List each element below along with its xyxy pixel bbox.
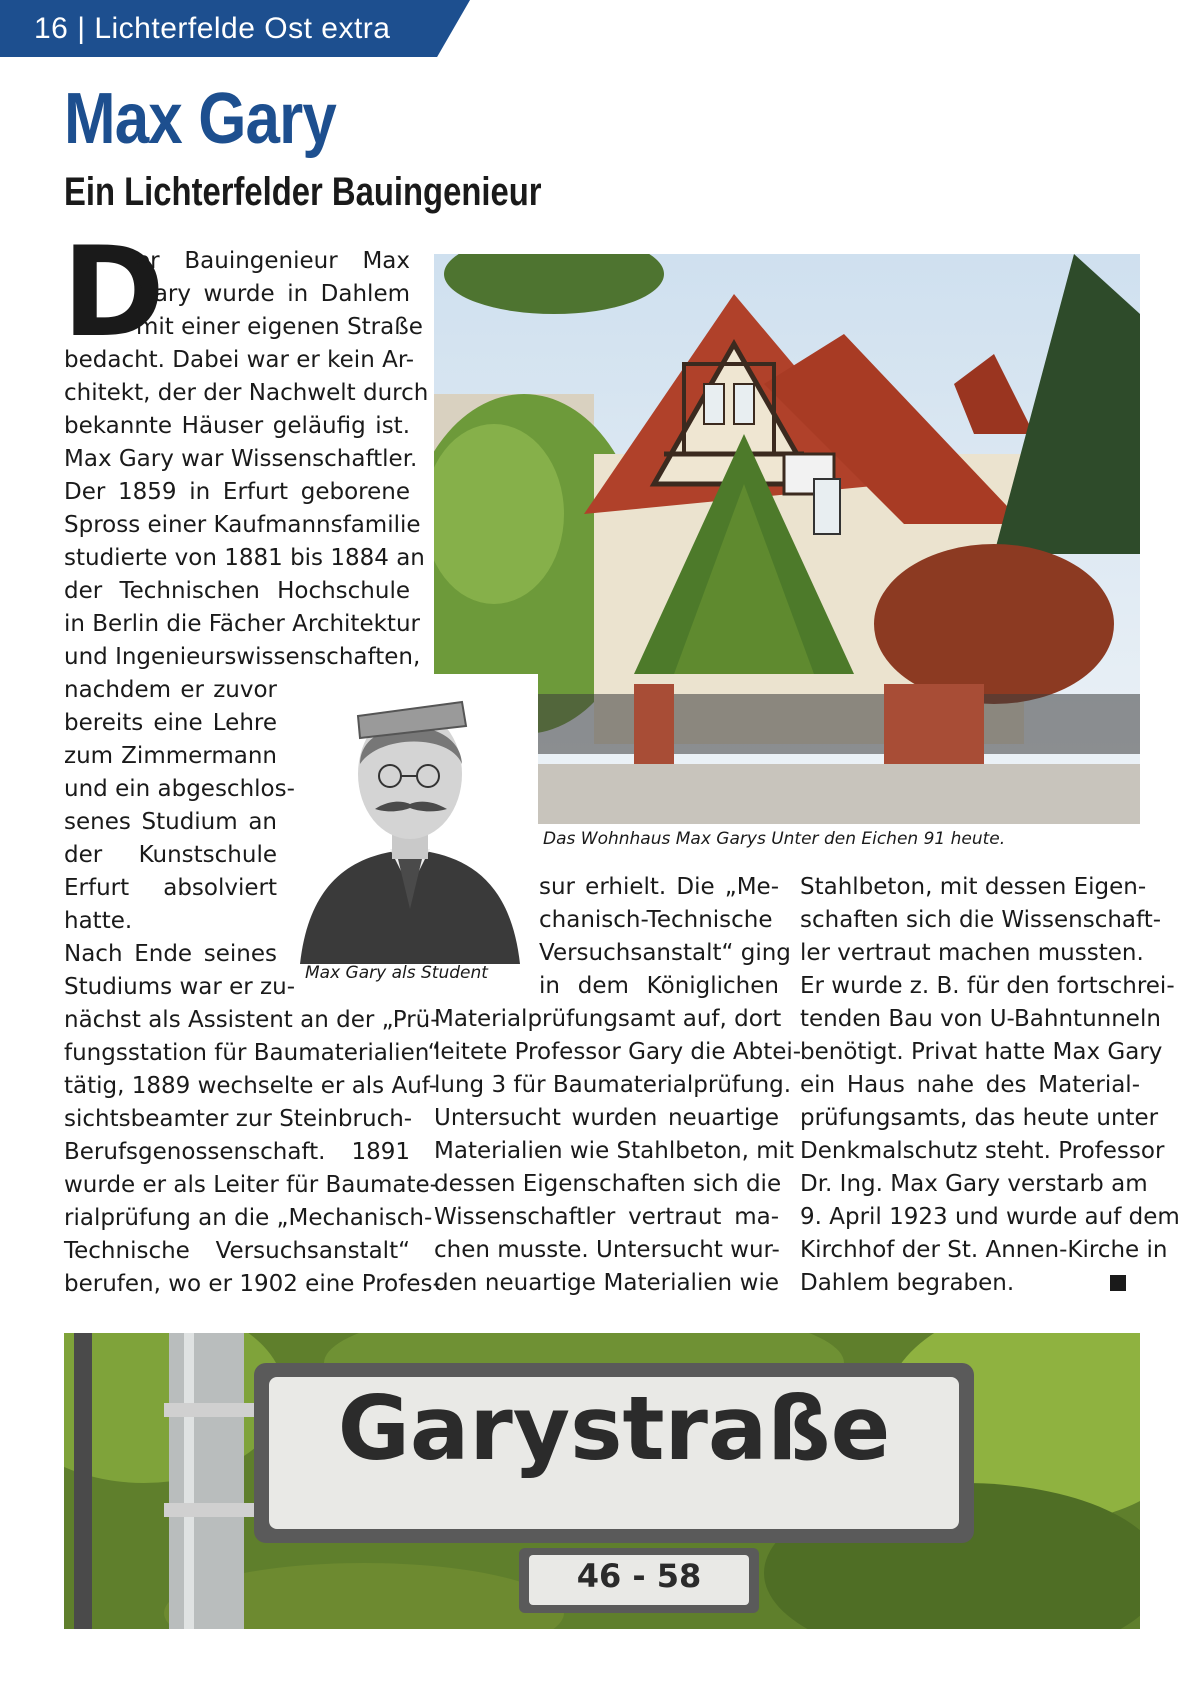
col1-line: zum Zimmermann xyxy=(64,743,277,769)
col2-line: chanisch-Technische xyxy=(539,907,773,933)
col3-line: Dr. Ing. Max Gary verstarb am xyxy=(800,1171,1148,1197)
col1-line: Berufsgenossenschaft. 1891 xyxy=(64,1139,410,1165)
col2-line: lung 3 für Baumaterialprüfung. xyxy=(434,1072,792,1098)
col2-line: sur erhielt. Die „Me- xyxy=(539,874,779,900)
col3-line: Denkmalschutz steht. Professor xyxy=(800,1138,1165,1164)
col3-line: prüfungsamts, das heute unter xyxy=(800,1105,1159,1131)
col3-line: Er wurde z. B. für den fortschrei- xyxy=(800,973,1175,999)
portrait-photo-caption: Max Gary als Student xyxy=(305,963,488,983)
col1-line: der Kunstschule xyxy=(64,842,277,868)
street-sign-name: Garystraße xyxy=(337,1377,891,1480)
col1-line: Nach Ende seines xyxy=(64,941,277,967)
col2-line: in dem Königlichen xyxy=(539,973,779,999)
col1-line: mit einer eigenen Straße xyxy=(136,314,423,340)
article-column-2 xyxy=(434,871,802,1300)
col3-line: Dahlem begraben. xyxy=(800,1270,1015,1296)
street-sign-numbers: 46 - 58 xyxy=(576,1557,702,1595)
drop-cap: D xyxy=(62,221,165,365)
col3-line: Stahlbeton, mit dessen Eigen- xyxy=(800,874,1147,900)
col1-line: bereits eine Lehre xyxy=(64,710,277,736)
article-end-mark xyxy=(1110,1275,1126,1291)
col1-line: nächst als Assistent an der „Prü- xyxy=(64,1007,439,1033)
col1-line: fungsstation für Baumaterialien“ xyxy=(64,1040,440,1066)
col1-line: chitekt, der der Nachwelt durch xyxy=(64,380,429,406)
col1-line: rialprüfung an die „Mechanisch- xyxy=(64,1205,433,1231)
col1-line: bedacht. Dabei war er kein Ar- xyxy=(64,347,415,373)
col1-line: der Technischen Hochschule xyxy=(64,578,410,604)
col1-line: tätig, 1889 wechselte er als Auf- xyxy=(64,1073,437,1099)
col3-line: schaften sich die Wissenschaft- xyxy=(800,907,1162,933)
col1-line: Gary wurde in Dahlem xyxy=(136,281,410,307)
col2-line: Materialprüfungsamt auf, dort xyxy=(434,1006,782,1032)
col1-line: hatte. xyxy=(64,908,133,934)
col1-line: Erfurt absolviert xyxy=(64,875,277,901)
col1-line: sichtsbeamter zur Steinbruch- xyxy=(64,1106,413,1132)
col3-line: ein Haus nahe des Material- xyxy=(800,1072,1140,1098)
col1-line: und Ingenieurswissenschaften, xyxy=(64,644,421,670)
col1-line: bekannte Häuser geläufig ist. xyxy=(64,413,410,439)
col1-line: Studiums war er zu- xyxy=(64,974,295,1000)
page-section-label: 16 | Lichterfelde Ost extra xyxy=(34,12,391,45)
col1-line: Max Gary war Wissenschaftler. xyxy=(64,446,418,472)
col2-line: Versuchsanstalt“ ging xyxy=(539,940,791,966)
col1-line: Der 1859 in Erfurt geborene xyxy=(64,479,410,505)
house-photo-caption: Das Wohnhaus Max Garys Unter den Eichen 91 heute. xyxy=(543,829,1006,849)
col3-line: tenden Bau von U-Bahntunneln xyxy=(800,1006,1161,1032)
col2-line: Wissenschaftler vertraut ma- xyxy=(434,1204,779,1230)
col1-line: wurde er als Leiter für Baumate- xyxy=(64,1172,438,1198)
col1-line: berufen, wo er 1902 eine Profes- xyxy=(64,1271,441,1297)
col3-line: Kirchhof der St. Annen-Kirche in xyxy=(800,1237,1168,1263)
col2-line: leitete Professor Gary die Abtei- xyxy=(434,1039,802,1065)
col1-line: studierte von 1881 bis 1884 an xyxy=(64,545,425,571)
col1-line: Spross einer Kaufmannsfamilie xyxy=(64,512,421,538)
col3-line: ler vertraut machen mussten. xyxy=(800,940,1144,966)
col2-line: Materialien wie Stahlbeton, mit xyxy=(434,1138,795,1164)
article-title: Max Gary xyxy=(64,79,336,159)
col2-line: Untersucht wurden neuartige xyxy=(434,1105,779,1131)
col2-line: chen musste. Untersucht wur- xyxy=(434,1237,780,1263)
col1-line: er Bauingenieur Max xyxy=(136,248,410,274)
col1-line: senes Studium an xyxy=(64,809,277,835)
house-photo xyxy=(434,254,1140,824)
col2-line: den neuartige Materialien wie xyxy=(434,1270,779,1296)
col3-line: benötigt. Privat hatte Max Gary xyxy=(800,1039,1163,1065)
col1-line: nachdem er zuvor xyxy=(64,677,277,703)
article-subtitle: Ein Lichterfelder Bauingenieur xyxy=(64,170,542,214)
col2-line: dessen Eigenschaften sich die xyxy=(434,1171,782,1197)
article-column-3 xyxy=(800,871,1180,1300)
col1-line: Technische Versuchsanstalt“ xyxy=(64,1238,410,1264)
article-column-1 xyxy=(64,245,441,1301)
col1-line: und ein abgeschlos- xyxy=(64,776,295,802)
col1-line: in Berlin die Fächer Architektur xyxy=(64,611,420,637)
col3-line: 9. April 1923 und wurde auf dem xyxy=(800,1204,1180,1230)
